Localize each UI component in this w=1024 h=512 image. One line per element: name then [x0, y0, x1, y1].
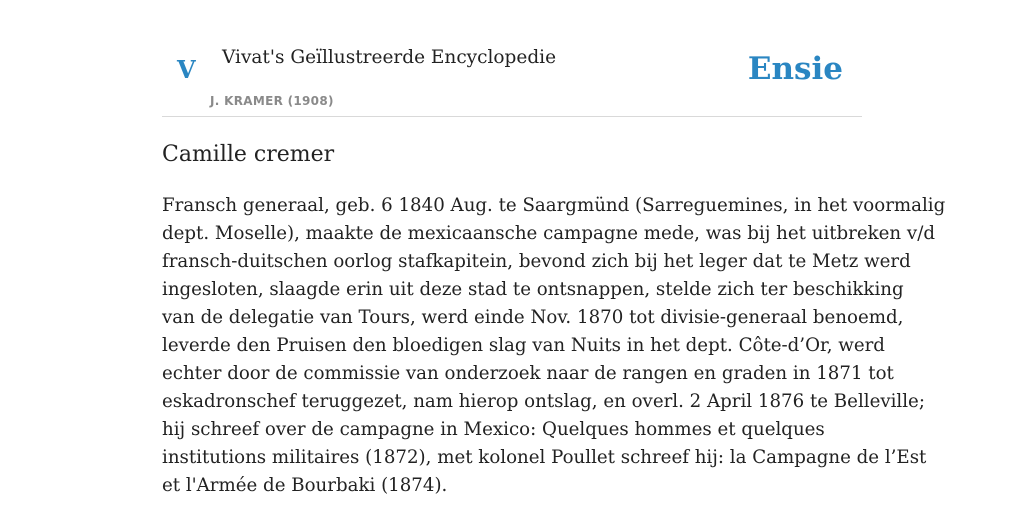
work-title[interactable]: Vivat's Geïllustreerde Encyclopedie [222, 47, 557, 68]
entry-text-line: eskadronschef teruggezet, nam hierop ontslag, en overl. 2 April 1876 te Belleville; [162, 391, 925, 412]
entry-text-line: fransch-duitschen oorlog stafkapitein, bevond zich bij het leger dat te Metz werd [162, 251, 911, 272]
entry-text-line: van de delegatie van Tours, werd einde Nov. 1870 tot divisie-generaal benoemd, [162, 307, 904, 328]
page-header [162, 0, 862, 117]
entry-text-line: Fransch generaal, geb. 6 1840 Aug. te Saargmünd (Sarreguemines, in het voormalig [162, 195, 946, 216]
entry-text-line: institutions militaires (1872), met kolonel Poullet schreef hij: la Campagne de l’Est [162, 447, 927, 468]
entry-text-line: echter door de commissie van onderzoek naar de rangen en graden in 1871 tot [162, 363, 894, 384]
entry-text [162, 192, 946, 500]
entry-text-line: hij schreef over de campagne in Mexico: Quelques hommes et quelques [162, 419, 825, 440]
entry-title: Camille cremer [162, 142, 335, 167]
volume-letter[interactable]: V [177, 55, 196, 84]
entry-text-line: leverde den Pruisen den bloedigen slag van Nuits in het dept. Côte-d’Or, werd [162, 335, 885, 356]
work-author: J. KRAMER (1908) [210, 94, 334, 108]
entry-text-line: dept. Moselle), maakte de mexicaansche campagne mede, was bij het uitbreken v/d [162, 223, 935, 244]
entry-text-line: et l'Armée de Bourbaki (1874). [162, 475, 448, 496]
entry-text-line: ingesloten, slaagde erin uit deze stad te ontsnappen, stelde zich ter beschikking [162, 279, 904, 300]
brand-logo[interactable]: Ensie [747, 51, 843, 87]
